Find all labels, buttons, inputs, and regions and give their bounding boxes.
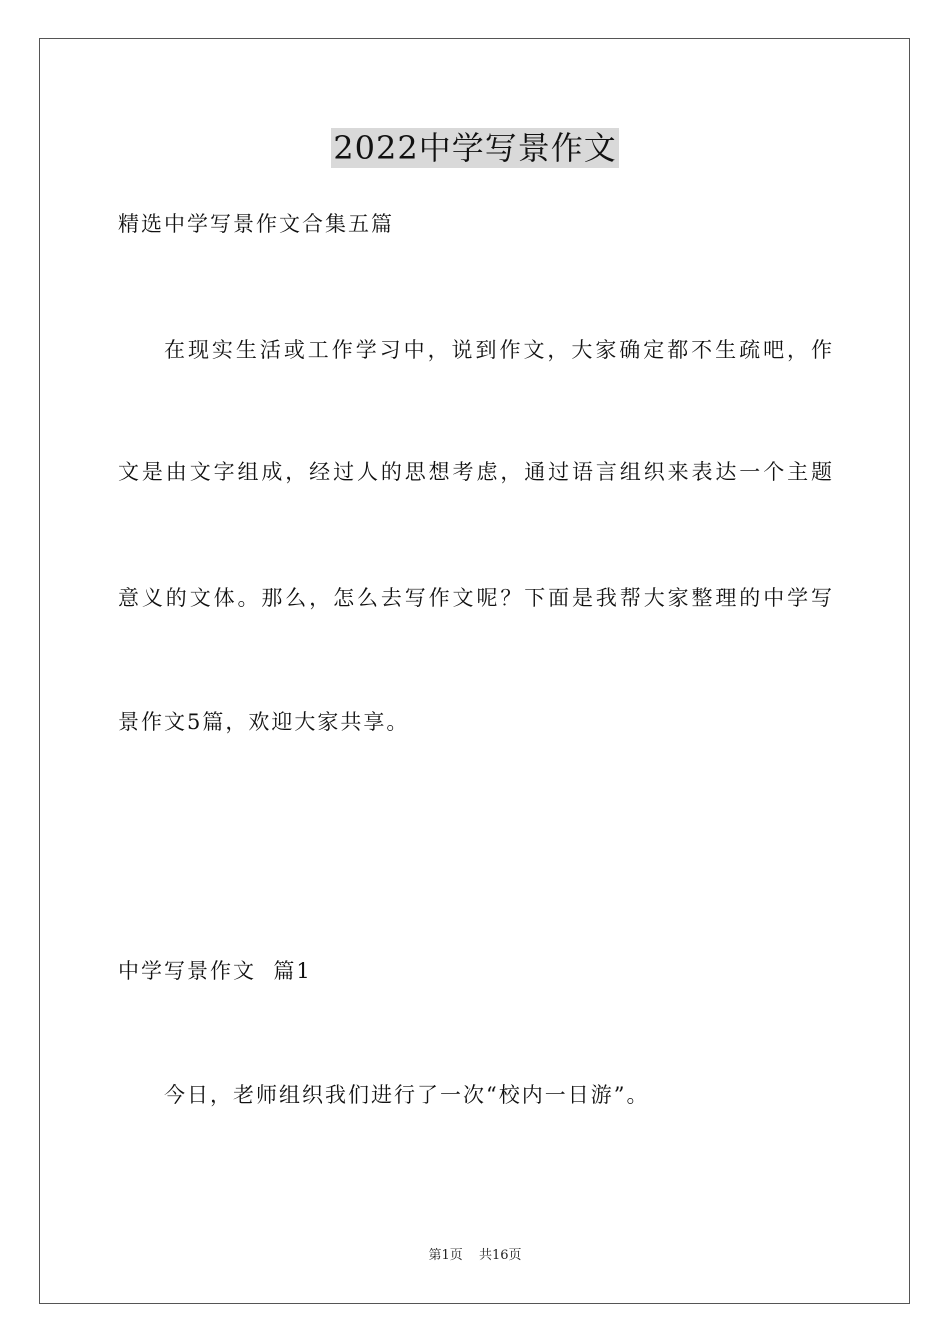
- page-total: 共16页: [478, 1248, 522, 1263]
- section-first-line: 今日，老师组织我们进行了一次“校内一日游”。: [164, 1083, 650, 1107]
- intro-line-4: 景作文5篇，欢迎大家共享。: [118, 710, 410, 734]
- document-subtitle: 精选中学写景作文合集五篇: [118, 212, 394, 236]
- document-title: 2022中学写景作文: [333, 129, 617, 167]
- page-footer: [0, 1247, 950, 1265]
- page-number: 第1页: [428, 1248, 463, 1263]
- intro-line-3: 意义的文体。那么，怎么去写作文呢？下面是我帮大家整理的中学写: [118, 586, 832, 610]
- intro-line-2: 文是由文字组成，经过人的思想考虑，通过语言组织来表达一个主题: [118, 460, 832, 484]
- title-container: [0, 128, 950, 168]
- section-heading: 中学写景作文 篇1: [118, 959, 312, 983]
- intro-line-1: 在现实生活或工作学习中，说到作文，大家确定都不生疏吧，作: [164, 338, 832, 362]
